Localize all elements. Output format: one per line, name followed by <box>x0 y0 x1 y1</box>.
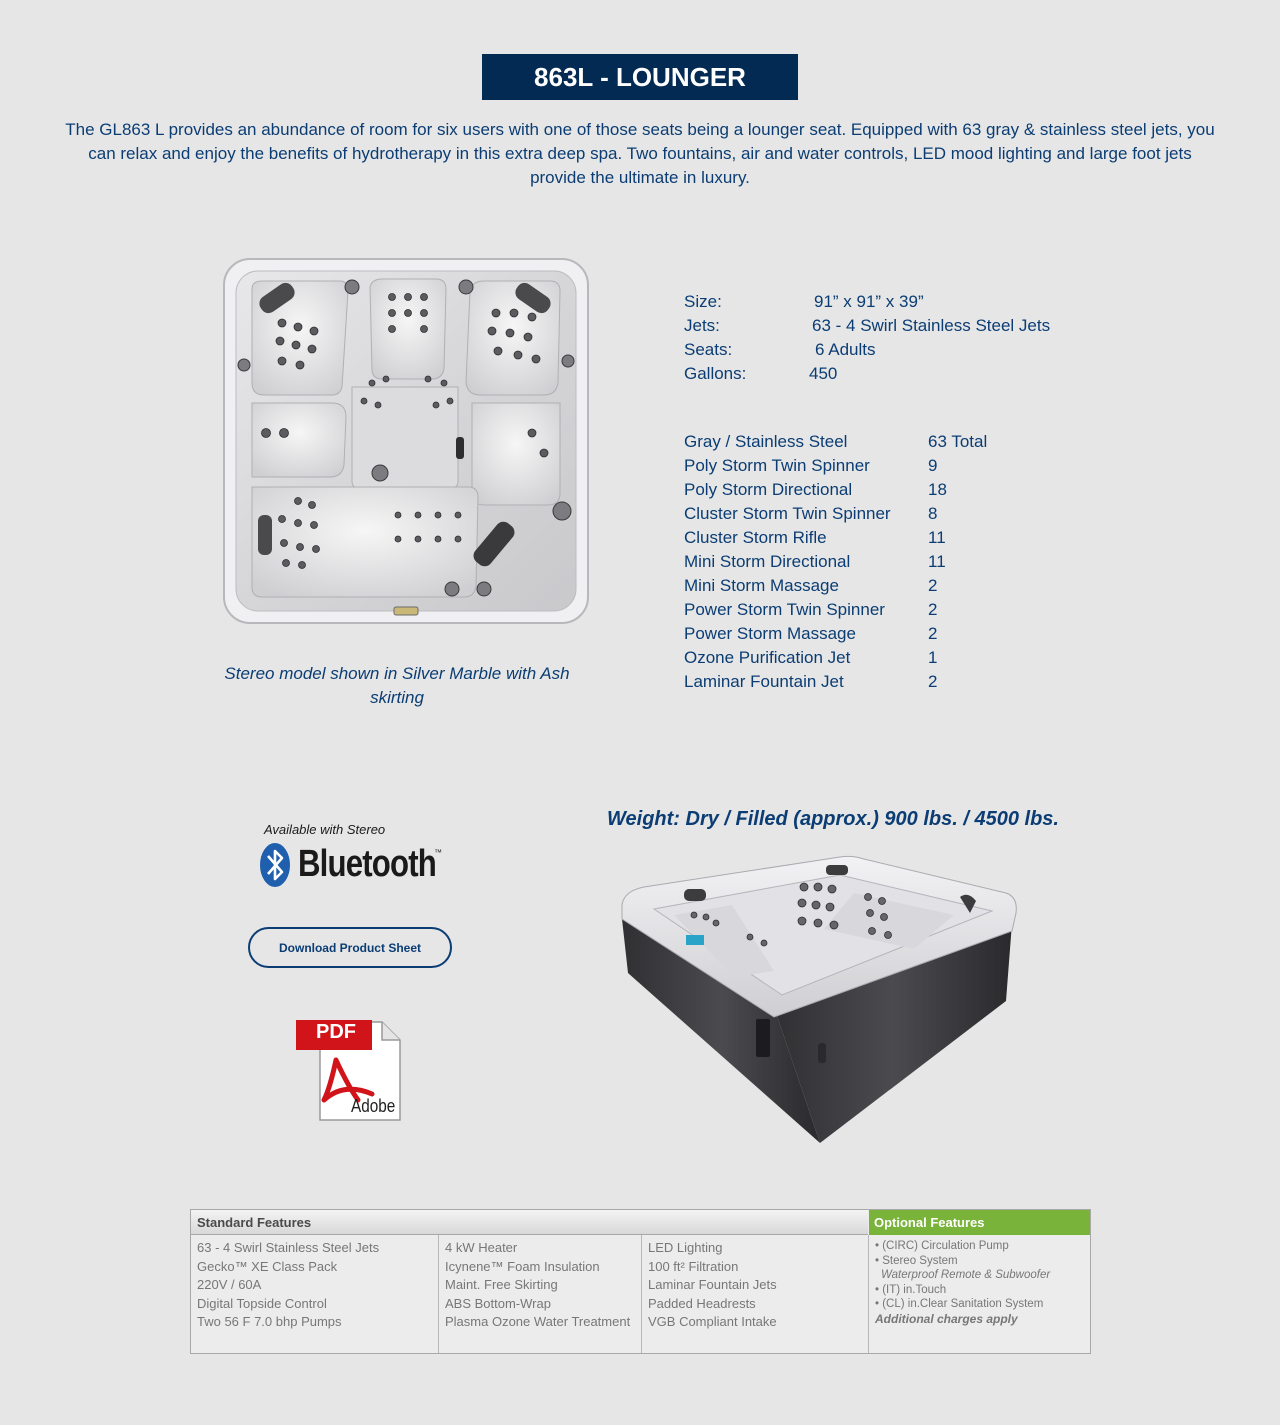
jet-name: Laminar Fountain Jet <box>684 672 844 691</box>
jet-count: 2 <box>928 600 938 619</box>
spec-value: 450 <box>809 364 838 383</box>
feature-item: Icynene™ Foam Insulation <box>445 1258 600 1274</box>
jet-name: Cluster Storm Rifle <box>684 528 827 547</box>
jet-name: Power Storm Massage <box>684 624 856 643</box>
optional-charges-note: Additional charges apply <box>875 1311 1018 1326</box>
jet-count: 8 <box>928 504 938 523</box>
feature-item: 100 ft² Filtration <box>648 1258 739 1274</box>
jet-name: Power Storm Twin Spinner <box>684 600 885 619</box>
weight-spec: Weight: Dry / Filled (approx.) 900 lbs. / 4500 lbs. <box>607 808 1059 830</box>
jet-name: Mini Storm Massage <box>684 576 839 595</box>
jet-name: Gray / Stainless Steel <box>684 432 848 451</box>
jet-count: 9 <box>928 456 938 475</box>
product-description: The GL863 L provides an abundance of room for six users with one of those seats being a lounger seat. Equipped with 63 gray & stainless steel jets, you can relax and enjoy the benefits of hydrotherapy in this extra deep spa. Two fountains, air and water controls, LED mood lighting and large foot jets provide the ultimate in luxury. <box>65 120 1215 187</box>
jet-name: Cluster Storm Twin Spinner <box>684 504 891 523</box>
available-with-stereo-label: Available with Stereo <box>264 822 386 837</box>
pdf-download-icon[interactable] <box>296 1016 404 1124</box>
jet-count: 1 <box>928 648 938 667</box>
feature-item: 220V / 60A <box>197 1277 262 1292</box>
jet-count: 2 <box>928 576 938 595</box>
optional-item: • (CL) in.Clear Sanitation System <box>875 1298 1044 1310</box>
jet-name: Poly Storm Directional <box>684 480 853 499</box>
features-table <box>190 1209 1091 1354</box>
jet-count: 2 <box>928 672 938 691</box>
jet-name: Ozone Purification Jet <box>684 648 851 667</box>
jet-count: 11 <box>928 552 946 571</box>
column-divider <box>641 1235 642 1353</box>
jet-row <box>684 550 1004 574</box>
jet-row <box>684 454 1004 478</box>
jet-breakdown-list <box>684 430 1004 694</box>
standard-features-column-2 <box>445 1239 630 1332</box>
feature-item: LED Lighting <box>648 1240 723 1255</box>
jet-row <box>684 574 1004 598</box>
adobe-label: Adobe <box>351 1096 396 1116</box>
jet-name: Mini Storm Directional <box>684 552 851 571</box>
feature-item: Plasma Ozone Water Treatment <box>445 1314 631 1329</box>
optional-features-header: Optional Features <box>869 1210 1090 1235</box>
column-divider <box>868 1235 869 1353</box>
bluetooth-trademark: ™ <box>434 848 442 857</box>
jet-row <box>684 526 1004 550</box>
jet-count: 63 Total <box>928 432 988 451</box>
feature-item: Two 56 F 7.0 bhp Pumps <box>197 1314 342 1329</box>
feature-item: Laminar Fountain Jets <box>648 1277 777 1292</box>
optional-item-detail: Waterproof Remote & Subwoofer <box>881 1269 1051 1281</box>
feature-item: Padded Headrests <box>648 1295 756 1311</box>
jet-row <box>684 598 1004 622</box>
spa-top-view-image <box>222 257 590 625</box>
jet-row <box>684 646 1004 670</box>
image-caption: Stereo model shown in Silver Marble with Ash skirting <box>224 664 570 707</box>
optional-features-list <box>875 1239 1050 1326</box>
feature-item: ABS Bottom-Wrap <box>445 1295 551 1311</box>
column-divider <box>438 1235 439 1353</box>
jet-row <box>684 502 1004 526</box>
bluetooth-wordmark: Bluetooth <box>298 843 437 885</box>
optional-item: • (IT) in.Touch <box>875 1283 947 1296</box>
feature-item: Digital Topside Control <box>197 1295 327 1311</box>
pdf-label: PDF <box>316 1021 356 1043</box>
jet-row <box>684 430 1004 454</box>
jet-count: 11 <box>928 528 946 547</box>
spec-label: Gallons: <box>684 364 747 383</box>
optional-item: • Stereo System <box>875 1254 958 1267</box>
download-product-sheet-button[interactable]: Download Product Sheet <box>248 927 452 968</box>
optional-item: • (CIRC) Circulation Pump <box>875 1240 1009 1252</box>
standard-features-header: Standard Features <box>191 1210 868 1235</box>
jet-name: Poly Storm Twin Spinner <box>684 456 870 475</box>
feature-item: 4 kW Heater <box>445 1240 518 1255</box>
jet-count: 18 <box>928 480 947 499</box>
standard-features-column-3 <box>648 1239 777 1332</box>
jet-count: 2 <box>928 624 938 643</box>
feature-item: Maint. Free Skirting <box>445 1277 558 1292</box>
spec-label: Size: <box>684 292 722 311</box>
jet-row <box>684 622 1004 646</box>
bluetooth-icon <box>259 842 291 888</box>
spec-value: 91” x 91” x 39” <box>814 292 924 311</box>
feature-item: 63 - 4 Swirl Stainless Steel Jets <box>197 1240 380 1255</box>
spa-perspective-image <box>614 853 1024 1145</box>
spec-value: 6 Adults <box>815 340 876 359</box>
jet-row <box>684 670 1004 694</box>
spec-label: Seats: <box>684 340 733 359</box>
jet-row <box>684 478 1004 502</box>
standard-features-column-1 <box>197 1239 379 1332</box>
spec-value: 63 - 4 Swirl Stainless Steel Jets <box>812 316 1051 335</box>
feature-item: Gecko™ XE Class Pack <box>197 1258 338 1274</box>
spec-label: Jets: <box>684 316 720 335</box>
page-title: 863L - LOUNGER <box>482 54 798 100</box>
feature-item: VGB Compliant Intake <box>648 1314 777 1329</box>
